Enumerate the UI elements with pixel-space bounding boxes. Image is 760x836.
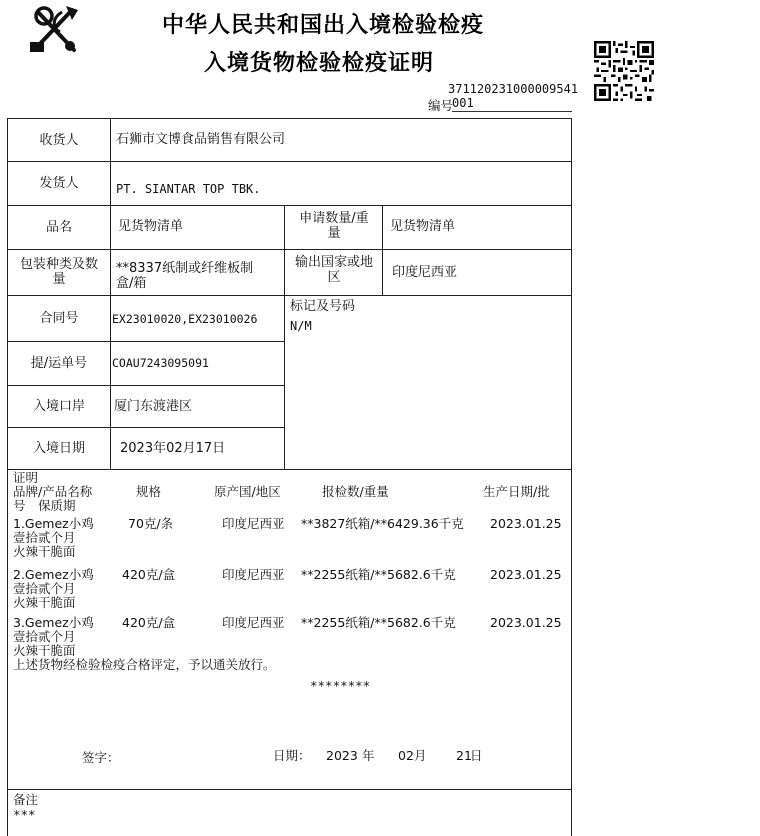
consignor-value: PT. SIANTAR TOP TBK. (116, 182, 261, 196)
issue-month: 02 (398, 748, 414, 763)
issue-day-suffix: 日 (470, 748, 483, 763)
quantity-label-line2: 量 (327, 226, 341, 241)
item-3-date: 2023.01.25 (490, 615, 562, 630)
item-2-shelf-life: 壹拾贰个月 (13, 581, 76, 596)
item-1-shelf-life: 壹拾贰个月 (13, 530, 76, 545)
issue-day: 21 (456, 748, 472, 763)
item-3-spec: 420克/盒 (122, 615, 176, 630)
stars-line: ******** (310, 678, 371, 693)
col-origin-header: 原产国/地区 (214, 484, 281, 499)
remarks-label: 备注 (13, 792, 39, 807)
item-3-shelf-life: 壹拾贰个月 (13, 629, 76, 644)
origin-label-line1: 输出国家或地 (294, 255, 373, 270)
serial-value: 001 (452, 96, 572, 112)
contract-label: 合同号 (39, 310, 79, 326)
issue-date-label: 日期： (273, 748, 311, 763)
certificate-table (7, 118, 572, 836)
col-brand-header: 品牌/产品名称 (13, 484, 93, 499)
serial-label: 编号 (428, 98, 454, 113)
entry-date-value: 2023年02月17日 (120, 441, 226, 456)
item-2-qty: **2255纸箱/**5682.6千克 (301, 567, 456, 582)
item-1-origin: 印度尼西亚 (222, 516, 285, 531)
col-qty-header: 报检数/重量 (322, 484, 389, 499)
packing-label-line2: 量 (52, 272, 66, 287)
port-value: 厦门东渡港区 (114, 399, 193, 414)
remarks-value: *** (13, 807, 36, 822)
item-1-qty: **3827纸箱/**6429.36千克 (301, 516, 464, 531)
item-2-date: 2023.01.25 (490, 567, 562, 582)
packing-value-line2: 盒/箱 (116, 276, 147, 291)
contract-value: EX23010020,EX23010026 (112, 312, 258, 326)
item-2-origin: 印度尼西亚 (222, 567, 285, 582)
issue-year: 2023 (326, 748, 358, 763)
packing-value-line1: **8337纸制或纤维板制 (116, 261, 254, 276)
item-1-date: 2023.01.25 (490, 516, 562, 531)
item-1-spec: 70克/条 (128, 516, 174, 531)
product-label: 品名 (45, 219, 72, 235)
item-2-name-line2: 火辣干脆面 (13, 595, 76, 610)
quantity-value: 见货物清单 (390, 219, 456, 234)
customs-emblem-icon (22, 2, 88, 58)
col-brand-header-line2: 号 (13, 498, 26, 513)
entry-date-label: 入境日期 (32, 440, 85, 456)
item-3-name: 3.Gemez小鸡 (13, 615, 94, 630)
col-production-date-header: 生产日期/批 (483, 484, 550, 499)
quantity-label-line1: 申请数量/重 (299, 211, 369, 226)
item-2-spec: 420克/盒 (122, 567, 176, 582)
bol-value: COAU7243095091 (112, 356, 209, 370)
item-3-qty: **2255纸箱/**5682.6千克 (301, 615, 456, 630)
col-shelf-life-header: 保质期 (38, 498, 76, 513)
consignor-label: 发货人 (39, 175, 79, 191)
item-3-origin: 印度尼西亚 (222, 615, 285, 630)
consignee-value: 石狮市文博食品销售有限公司 (116, 132, 286, 147)
item-1-name-line2: 火辣干脆面 (13, 544, 76, 559)
issue-month-suffix: 月 (414, 748, 427, 763)
document-title-line2: 入境货物检验检疫证明 (204, 51, 435, 76)
item-2-name: 2.Gemez小鸡 (13, 567, 94, 582)
packing-label-line1: 包装种类及数 (19, 257, 98, 272)
marks-label: 标记及号码 (290, 299, 356, 314)
certificate-number: 371120231000009541 (448, 82, 579, 96)
marks-value: N/M (290, 319, 312, 333)
bol-label: 提/运单号 (30, 355, 88, 371)
item-1-name: 1.Gemez小鸡 (13, 516, 94, 531)
issue-year-suffix: 年 (362, 748, 375, 763)
product-value: 见货物清单 (118, 219, 184, 234)
origin-value: 印度尼西亚 (392, 265, 458, 280)
signature-label: 签字： (82, 750, 120, 765)
item-3-name-line2: 火辣干脆面 (13, 643, 76, 658)
origin-label-line2: 区 (327, 270, 341, 285)
document-title-line1: 中华人民共和国出入境检验检疫 (162, 13, 485, 38)
qr-code-icon (594, 40, 654, 102)
port-label: 入境口岸 (32, 398, 85, 414)
col-spec-header: 规格 (136, 484, 162, 499)
certificate-heading: 证明 (13, 470, 39, 485)
conclusion-text: 上述货物经检验检疫合格评定，予以通关放行。 (13, 657, 276, 672)
consignee-label: 收货人 (39, 132, 79, 148)
